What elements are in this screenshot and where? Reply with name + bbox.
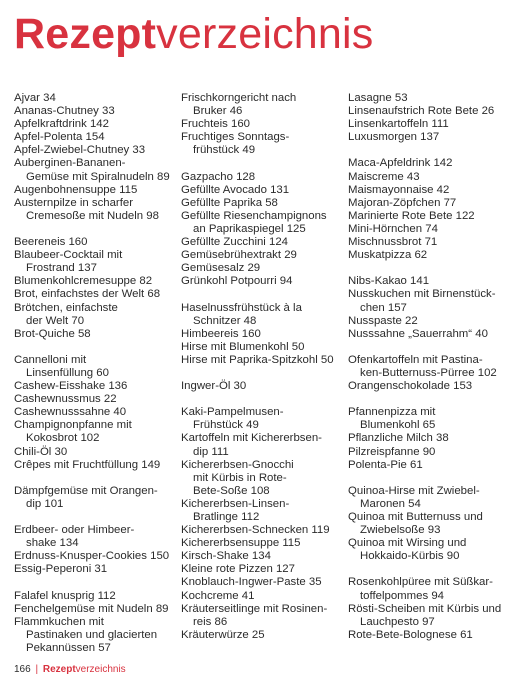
- index-entry: Rote-Bete-Bolognese 61: [348, 628, 473, 641]
- footer-separator: |: [35, 664, 39, 675]
- index-entry: Maiscreme 43: [348, 170, 420, 183]
- index-entry-continuation: Frühstück 49: [193, 419, 259, 432]
- index-entry: Ananas-Chutney 33: [14, 105, 115, 118]
- index-entry-line: Nusskuchen mit Birnenstück-: [348, 288, 496, 301]
- index-entry-continuation: der Welt 70: [26, 314, 85, 327]
- index-group: [14, 524, 174, 576]
- index-entry: Polenta-Pie 61: [348, 458, 423, 471]
- index-entry-continuation: ken-Butternuss-Pürree 102: [360, 366, 497, 379]
- index-entry-continuation: Hokkaido-Kürbis 90: [360, 550, 460, 563]
- index-entry-continuation: Schnitzer 48: [193, 314, 257, 327]
- index-entry: [348, 288, 513, 314]
- index-entry: [14, 249, 174, 275]
- index-entry: [14, 302, 174, 328]
- index-group: [14, 590, 174, 655]
- index-entry: Fenchelgemüse mit Nudeln 89: [14, 602, 169, 615]
- index-group: [348, 406, 513, 471]
- index-entry-line: Kichererbsen-Gnocchi: [181, 458, 294, 471]
- index-entry: [181, 92, 341, 118]
- index-entry-line: Ofenkartoffeln mit Pastina-: [348, 353, 483, 366]
- index-group: [181, 92, 341, 157]
- index-entry: Brot, einfachstes der Welt 68: [14, 288, 161, 301]
- index-entry: Nusspaste 22: [348, 314, 418, 327]
- index-entry: [348, 511, 513, 537]
- index-group: [14, 485, 174, 511]
- index-entry-line: Kichererbsen-Linsen-: [181, 497, 290, 510]
- page-footer: [14, 664, 126, 676]
- index-entry-line: Rosenkohlpüree mit Süßkar-: [348, 576, 493, 589]
- index-entry: Hirse mit Paprika-Spitzkohl 50: [181, 353, 334, 366]
- footer-section-bold: Rezept: [42, 664, 76, 675]
- index-entry-line: Quinoa-Hirse mit Zwiebel-: [348, 484, 480, 497]
- index-entry: Brot-Quiche 58: [14, 327, 91, 340]
- index-entry: [181, 603, 341, 629]
- index-entry: [14, 524, 174, 550]
- index-entry-line: Auberginen-Bananen-: [14, 157, 126, 170]
- index-entry-line: Fruchtiges Sonntags-: [181, 131, 290, 144]
- index-entry: Mischnussbrot 71: [348, 236, 438, 249]
- index-entry-line: Rösti-Scheiben mit Kürbis und: [348, 602, 502, 615]
- index-entry: [348, 537, 513, 563]
- index-entry-line: Brötchen, einfachste: [14, 301, 118, 314]
- index-entry: Essig-Peperoni 31: [14, 563, 108, 576]
- index-group: [14, 236, 174, 341]
- index-entry-line: Cannelloni mit: [14, 353, 87, 366]
- index-entry-continuation: mit Kürbis in Rote-: [193, 471, 287, 484]
- index-entry-line: Champignonpfanne mit: [14, 419, 132, 432]
- index-column-1: [14, 92, 174, 668]
- index-entry: Hirse mit Blumenkohl 50: [181, 340, 305, 353]
- page-title: [14, 6, 373, 62]
- index-entry-continuation: Pastinaken und glacierten: [26, 628, 158, 641]
- index-entry-continuation: dip 101: [26, 497, 64, 510]
- index-entry: Grünkohl Potpourri 94: [181, 275, 293, 288]
- index-entry-continuation: chen 157: [360, 301, 407, 314]
- index-entry: Pflanzliche Milch 38: [348, 432, 449, 445]
- index-entry: [181, 131, 341, 157]
- index-entry-continuation: an Paprikaspiegel 125: [193, 222, 306, 235]
- index-entry-line: Flammkuchen mit: [14, 615, 104, 628]
- index-entry-line: Quinoa mit Butternuss und: [348, 511, 483, 523]
- index-entry-continuation: Zwiebelsoße 93: [360, 524, 441, 537]
- index-group: [181, 171, 341, 289]
- index-entry: Gemüsebrühextrakt 29: [181, 249, 297, 262]
- index-entry: [181, 459, 341, 498]
- index-entry: [14, 354, 174, 380]
- index-entry: [348, 485, 513, 511]
- index-group: [348, 92, 513, 144]
- page-title-rest: verzeichnis: [156, 10, 374, 58]
- index-entry: Gefüllte Zucchini 124: [181, 236, 289, 249]
- index-entry-line: Kartoffeln mit Kichererbsen-: [181, 432, 322, 445]
- index-entry: Apfelkraftdrink 142: [14, 118, 109, 131]
- index-entry: Gefüllte Avocado 131: [181, 183, 290, 196]
- index-entry: Chili-Öl 30: [14, 445, 68, 458]
- index-entry: Mini-Hörnchen 74: [348, 222, 438, 235]
- index-entry-line: Kaki-Pampelmusen-: [181, 406, 284, 419]
- index-entry: Kichererbsensuppe 115: [181, 537, 301, 550]
- index-entry: Muskatpizza 62: [348, 249, 428, 262]
- index-entry: Crêpes mit Fruchtfüllung 149: [14, 458, 161, 471]
- index-group: [348, 275, 513, 340]
- index-entry: Lasagne 53: [348, 92, 408, 104]
- index-entry: Gemüsesalz 29: [181, 262, 261, 275]
- index-entry-continuation: Maronen 54: [360, 497, 421, 510]
- index-entry: Maismayonnaise 42: [348, 183, 450, 196]
- page-number: 166: [14, 664, 31, 675]
- index-entry: Kichererbsen-Schnecken 119: [181, 524, 330, 537]
- index-entry: Cashewnussmus 22: [14, 393, 117, 406]
- index-entry: Kräuterwürze 25: [181, 628, 265, 641]
- index-entry: Majoran-Zöpfchen 77: [348, 196, 457, 209]
- index-entry: [348, 603, 513, 629]
- index-entry: Ingwer-Öl 30: [181, 380, 247, 393]
- index-entry-continuation: Lauchpesto 97: [360, 615, 435, 628]
- index-entry-line: Haselnussfrühstück à la: [181, 301, 302, 314]
- index-entry: [348, 354, 513, 380]
- index-entry-continuation: Bratlinge 112: [193, 511, 260, 523]
- index-entry: Ajvar 34: [14, 92, 56, 104]
- index-entry-continuation: toffelpommes 94: [360, 589, 445, 602]
- index-entry: Apfel-Polenta 154: [14, 131, 105, 144]
- index-entry-continuation: shake 134: [26, 537, 79, 550]
- index-entry: Orangenschokolade 153: [348, 380, 473, 393]
- index-entry: Beereneis 160: [14, 236, 88, 249]
- index-entry-continuation: Gemüse mit Spiralnudeln 89: [26, 170, 170, 183]
- index-entry-continuation: frühstück 49: [193, 144, 256, 157]
- index-entry: Marinierte Rote Bete 122: [348, 209, 475, 222]
- index-entry-continuation: Cremesoße mit Nudeln 98: [26, 209, 159, 222]
- index-entry: [14, 419, 174, 445]
- index-entry: Nibs-Kakao 141: [348, 275, 430, 288]
- index-group: [348, 354, 513, 393]
- index-entry-line: Austernpilze in scharfer: [14, 196, 134, 209]
- index-entry: Gefüllte Paprika 58: [181, 196, 278, 209]
- index-entry: [181, 210, 341, 236]
- index-entry-continuation: Frostrand 137: [26, 262, 97, 275]
- index-entry: Augenbohnensuppe 115: [14, 183, 138, 196]
- index-entry-continuation: Bete-Soße 108: [193, 484, 270, 497]
- index-entry-continuation: dip 111: [193, 445, 229, 458]
- index-entry: [14, 485, 174, 511]
- index-entry-line: Blaubeer-Cocktail mit: [14, 249, 123, 262]
- index-entry: [181, 432, 341, 458]
- index-group: [14, 354, 174, 472]
- index-entry: Linsenaufstrich Rote Bete 26: [348, 105, 495, 118]
- index-entry: [348, 576, 513, 602]
- index-entry-line: Frischkorngericht nach: [181, 92, 297, 104]
- index-entry-continuation: Bruker 46: [193, 105, 243, 118]
- index-entry-line: Quinoa mit Wirsing und: [348, 537, 467, 550]
- index-group: [348, 485, 513, 564]
- index-group: [348, 157, 513, 262]
- index-group: [181, 380, 341, 393]
- index-column-2: [181, 92, 341, 655]
- index-entry-line: Kräuterseitlinge mit Rosinen-: [181, 602, 328, 615]
- index-entry: Apfel-Zwiebel-Chutney 33: [14, 144, 146, 157]
- index-group: [181, 406, 341, 642]
- index-entry: Kirsch-Shake 134: [181, 550, 271, 563]
- index-entry: Maca-Apfeldrink 142: [348, 157, 453, 170]
- index-entry: [14, 197, 174, 223]
- index-entry-continuation: Kokosbrot 102: [26, 432, 100, 445]
- index-entry: [14, 157, 174, 183]
- index-entry-line: Gefüllte Riesenchampignons: [181, 209, 327, 222]
- index-entry-continuation: Blumenkohl 65: [360, 419, 436, 432]
- index-entry: Falafel knusprig 112: [14, 589, 116, 602]
- index-entry-line: Dämpfgemüse mit Orangen-: [14, 484, 158, 497]
- index-entry-line: Erdbeer- oder Himbeer-: [14, 524, 135, 537]
- index-entry: Cashewnusssahne 40: [14, 406, 127, 419]
- index-entry: Blumenkohlcremesuppe 82: [14, 275, 153, 288]
- footer-section-rest: verzeichnis: [75, 664, 126, 675]
- index-entry: Luxusmorgen 137: [348, 131, 440, 144]
- index-entry-line: Pfannenpizza mit: [348, 406, 436, 419]
- index-entry: [181, 406, 341, 432]
- index-entry: [181, 302, 341, 328]
- index-entry: Pilzreispfanne 90: [348, 445, 436, 458]
- index-entry: [348, 406, 513, 432]
- index-entry: Gazpacho 128: [181, 170, 256, 183]
- index-entry: Linsenkartoffeln 111: [348, 118, 449, 131]
- index-entry-continuation: Pekannüssen 57: [26, 641, 111, 654]
- index-group: [181, 302, 341, 367]
- index-entry: Knoblauch-Ingwer-Paste 35: [181, 576, 322, 589]
- index-entry: Fruchteis 160: [181, 118, 251, 131]
- index-entry: Erdnuss-Knusper-Cookies 150: [14, 550, 170, 563]
- index-entry: Kleine rote Pizzen 127: [181, 563, 295, 576]
- index-entry: Himbeereis 160: [181, 327, 261, 340]
- index-entry: Nusssahne „Sauerrahm“ 40: [348, 327, 488, 340]
- index-entry-continuation: reis 86: [193, 615, 228, 628]
- index-entry: Kochcreme 41: [181, 589, 255, 602]
- index-entry: [181, 498, 341, 524]
- index-column-3: [348, 92, 513, 655]
- index-group: [14, 92, 174, 223]
- index-entry-continuation: Linsenfüllung 60: [26, 366, 109, 379]
- index-entry: Cashew-Eisshake 136: [14, 380, 128, 393]
- page-title-bold: Rezept: [14, 10, 157, 58]
- index-entry: [14, 616, 174, 655]
- index-group: [348, 576, 513, 641]
